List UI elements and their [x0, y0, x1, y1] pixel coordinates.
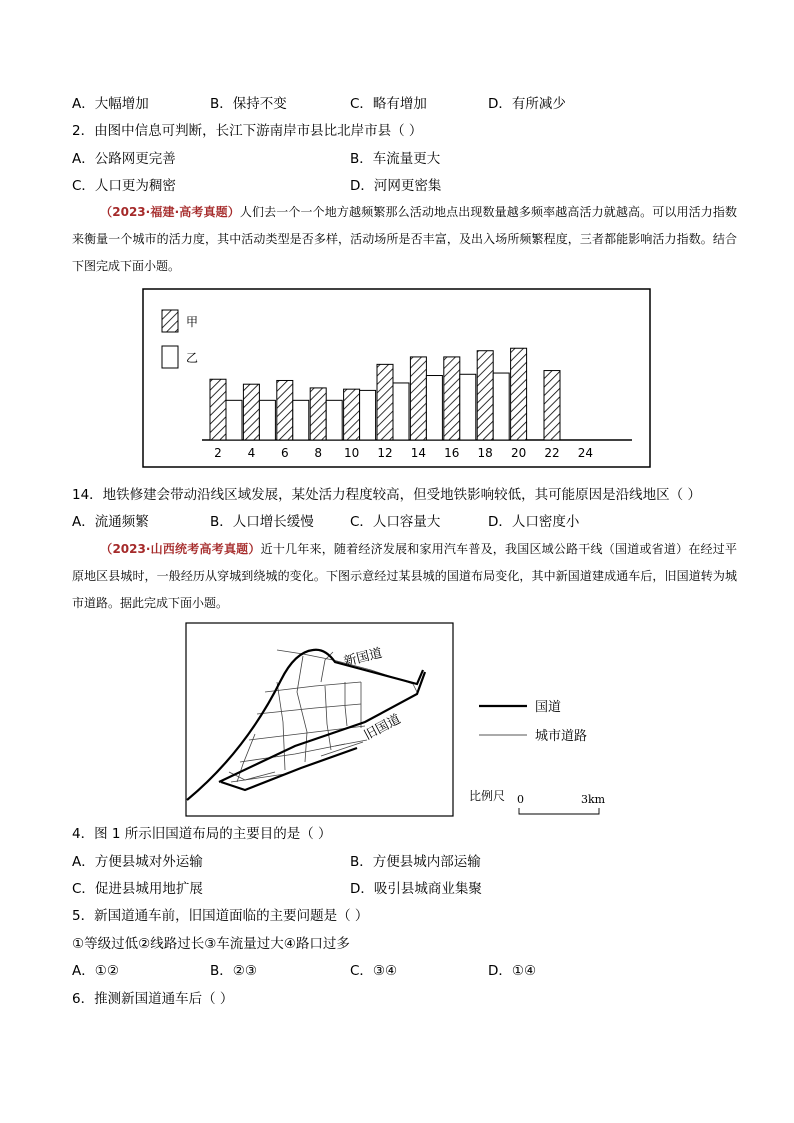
question-14-stem: 14．地铁修建会带动沿线区域发展，某处活力程度较高，但受地铁影响较低，其可能原因是沿线地区（ ）: [72, 487, 701, 503]
bar-乙-16: [460, 374, 476, 440]
bar-甲-8: [310, 388, 326, 440]
passage-shanxi: [72, 536, 737, 617]
vitality-bar-chart: [142, 288, 652, 470]
map-frame: [186, 623, 453, 816]
legend-national-label: 国道: [535, 700, 562, 715]
x-tick-label: 12: [377, 446, 393, 460]
county-road-map: [185, 622, 625, 818]
scale-zero: 0: [517, 793, 524, 806]
bar-甲-20: [511, 348, 527, 440]
x-tick-label: 20: [510, 446, 527, 460]
legend-label-jia: 甲: [186, 315, 199, 329]
x-tick-label: 24: [577, 446, 594, 460]
x-tick-label: 22: [544, 446, 560, 460]
option-d: D．河网更密集: [350, 178, 442, 194]
option-b: B．②③: [210, 963, 257, 979]
x-tick-label: 6: [280, 446, 289, 460]
bar-乙-14: [426, 376, 442, 440]
legend-swatch-yi: [162, 346, 178, 368]
option-d: D．①④: [488, 963, 537, 979]
option-b: B．车流量更大: [350, 151, 441, 167]
option-a: A．方便县城对外运输: [72, 854, 203, 870]
option-c: C．略有增加: [350, 96, 427, 112]
source-tag: （2023·山西统考高考真题）: [100, 542, 261, 556]
legend-swatch-jia: [162, 310, 178, 332]
bar-乙-10: [360, 390, 376, 440]
option-b: B．方便县城内部运输: [350, 854, 481, 870]
option-c: C．③④: [350, 963, 398, 979]
bar-甲-10: [344, 389, 360, 440]
scale-label: 比例尺: [469, 789, 506, 803]
question-6-stem: 6．推测新国道通车后（ ）: [72, 991, 234, 1007]
passage-fujian: [72, 199, 737, 280]
x-tick-label: 4: [247, 446, 256, 460]
question-5-choices: ①等级过低②线路过长③车流量过大④路口过多: [72, 936, 350, 952]
x-tick-label: 2: [214, 446, 222, 460]
option-a: A．公路网更完善: [72, 151, 176, 167]
legend-city-label: 城市道路: [535, 729, 588, 744]
option-b: B．人口增长缓慢: [210, 514, 314, 530]
x-tick-label: 18: [477, 446, 493, 460]
scale-bar: [519, 808, 599, 814]
option-d: D．吸引县城商业集聚: [350, 881, 482, 897]
bar-甲-12: [377, 364, 393, 440]
label-old-national-road: 旧国道: [361, 711, 404, 744]
question-2-stem: 2．由图中信息可判断，长江下游南岸市县比北岸市县（ ）: [72, 123, 423, 139]
option-d: D．有所减少: [488, 96, 566, 112]
bar-甲-4: [243, 384, 259, 440]
bar-乙-8: [326, 400, 342, 440]
option-a: A．大幅增加: [72, 96, 149, 112]
option-c: C．促进县城用地扩展: [72, 881, 203, 897]
x-tick-label: 14: [410, 446, 427, 460]
passage-text: 近十几年来，随着经济发展和家用汽车普及，我国区域公路干线（国道或省道）在经过平原地区县城时，一般经历从穿城到绕城的变化。下图示意经过某县城的国道布局变化，其中新国道建成通车后，旧国道转为城市道路。据此完成下面小题。: [72, 542, 737, 610]
bar-乙-6: [293, 400, 309, 440]
bar-甲-2: [210, 379, 226, 440]
scale-max: 3km: [581, 793, 606, 806]
x-tick-label: 8: [314, 446, 323, 460]
bar-甲-22: [544, 371, 560, 440]
x-tick-label: 16: [444, 446, 460, 460]
option-d: D．人口密度小: [488, 514, 580, 530]
x-tick-label: 10: [343, 446, 360, 460]
question-5-stem: 5．新国道通车前，旧国道面临的主要问题是（ ）: [72, 908, 369, 924]
bar-乙-18: [493, 373, 509, 440]
bar-乙-4: [259, 400, 275, 440]
option-c: C．人口容量大: [350, 514, 441, 530]
question-4-stem: 4．图 1 所示旧国道布局的主要目的是（ ）: [72, 826, 332, 842]
option-b: B．保持不变: [210, 96, 287, 112]
legend-label-yi: 乙: [186, 351, 199, 365]
option-c: C．人口更为稠密: [72, 178, 176, 194]
source-tag: （2023·福建·高考真题）: [100, 205, 240, 219]
passage-text: 人们去一个一个地方越频繁那么活动地点出现数量越多频率越高活力就越高。可以用活力指数来衡量一个城市的活力度，其中活动类型是否多样，活动场所是否丰富，及出入场所频繁程度，三者都能影响活力指数。结合下图完成下面小题。: [72, 205, 737, 273]
bar-甲-14: [410, 357, 426, 440]
bar-乙-12: [393, 383, 409, 440]
label-new-national-road: 新国道: [342, 645, 384, 670]
option-a: A．流通频繁: [72, 514, 149, 530]
bar-甲-16: [444, 357, 460, 440]
bar-甲-6: [277, 380, 293, 440]
option-a: A．①②: [72, 963, 119, 979]
bar-乙-2: [226, 400, 242, 440]
bar-甲-18: [477, 351, 493, 440]
